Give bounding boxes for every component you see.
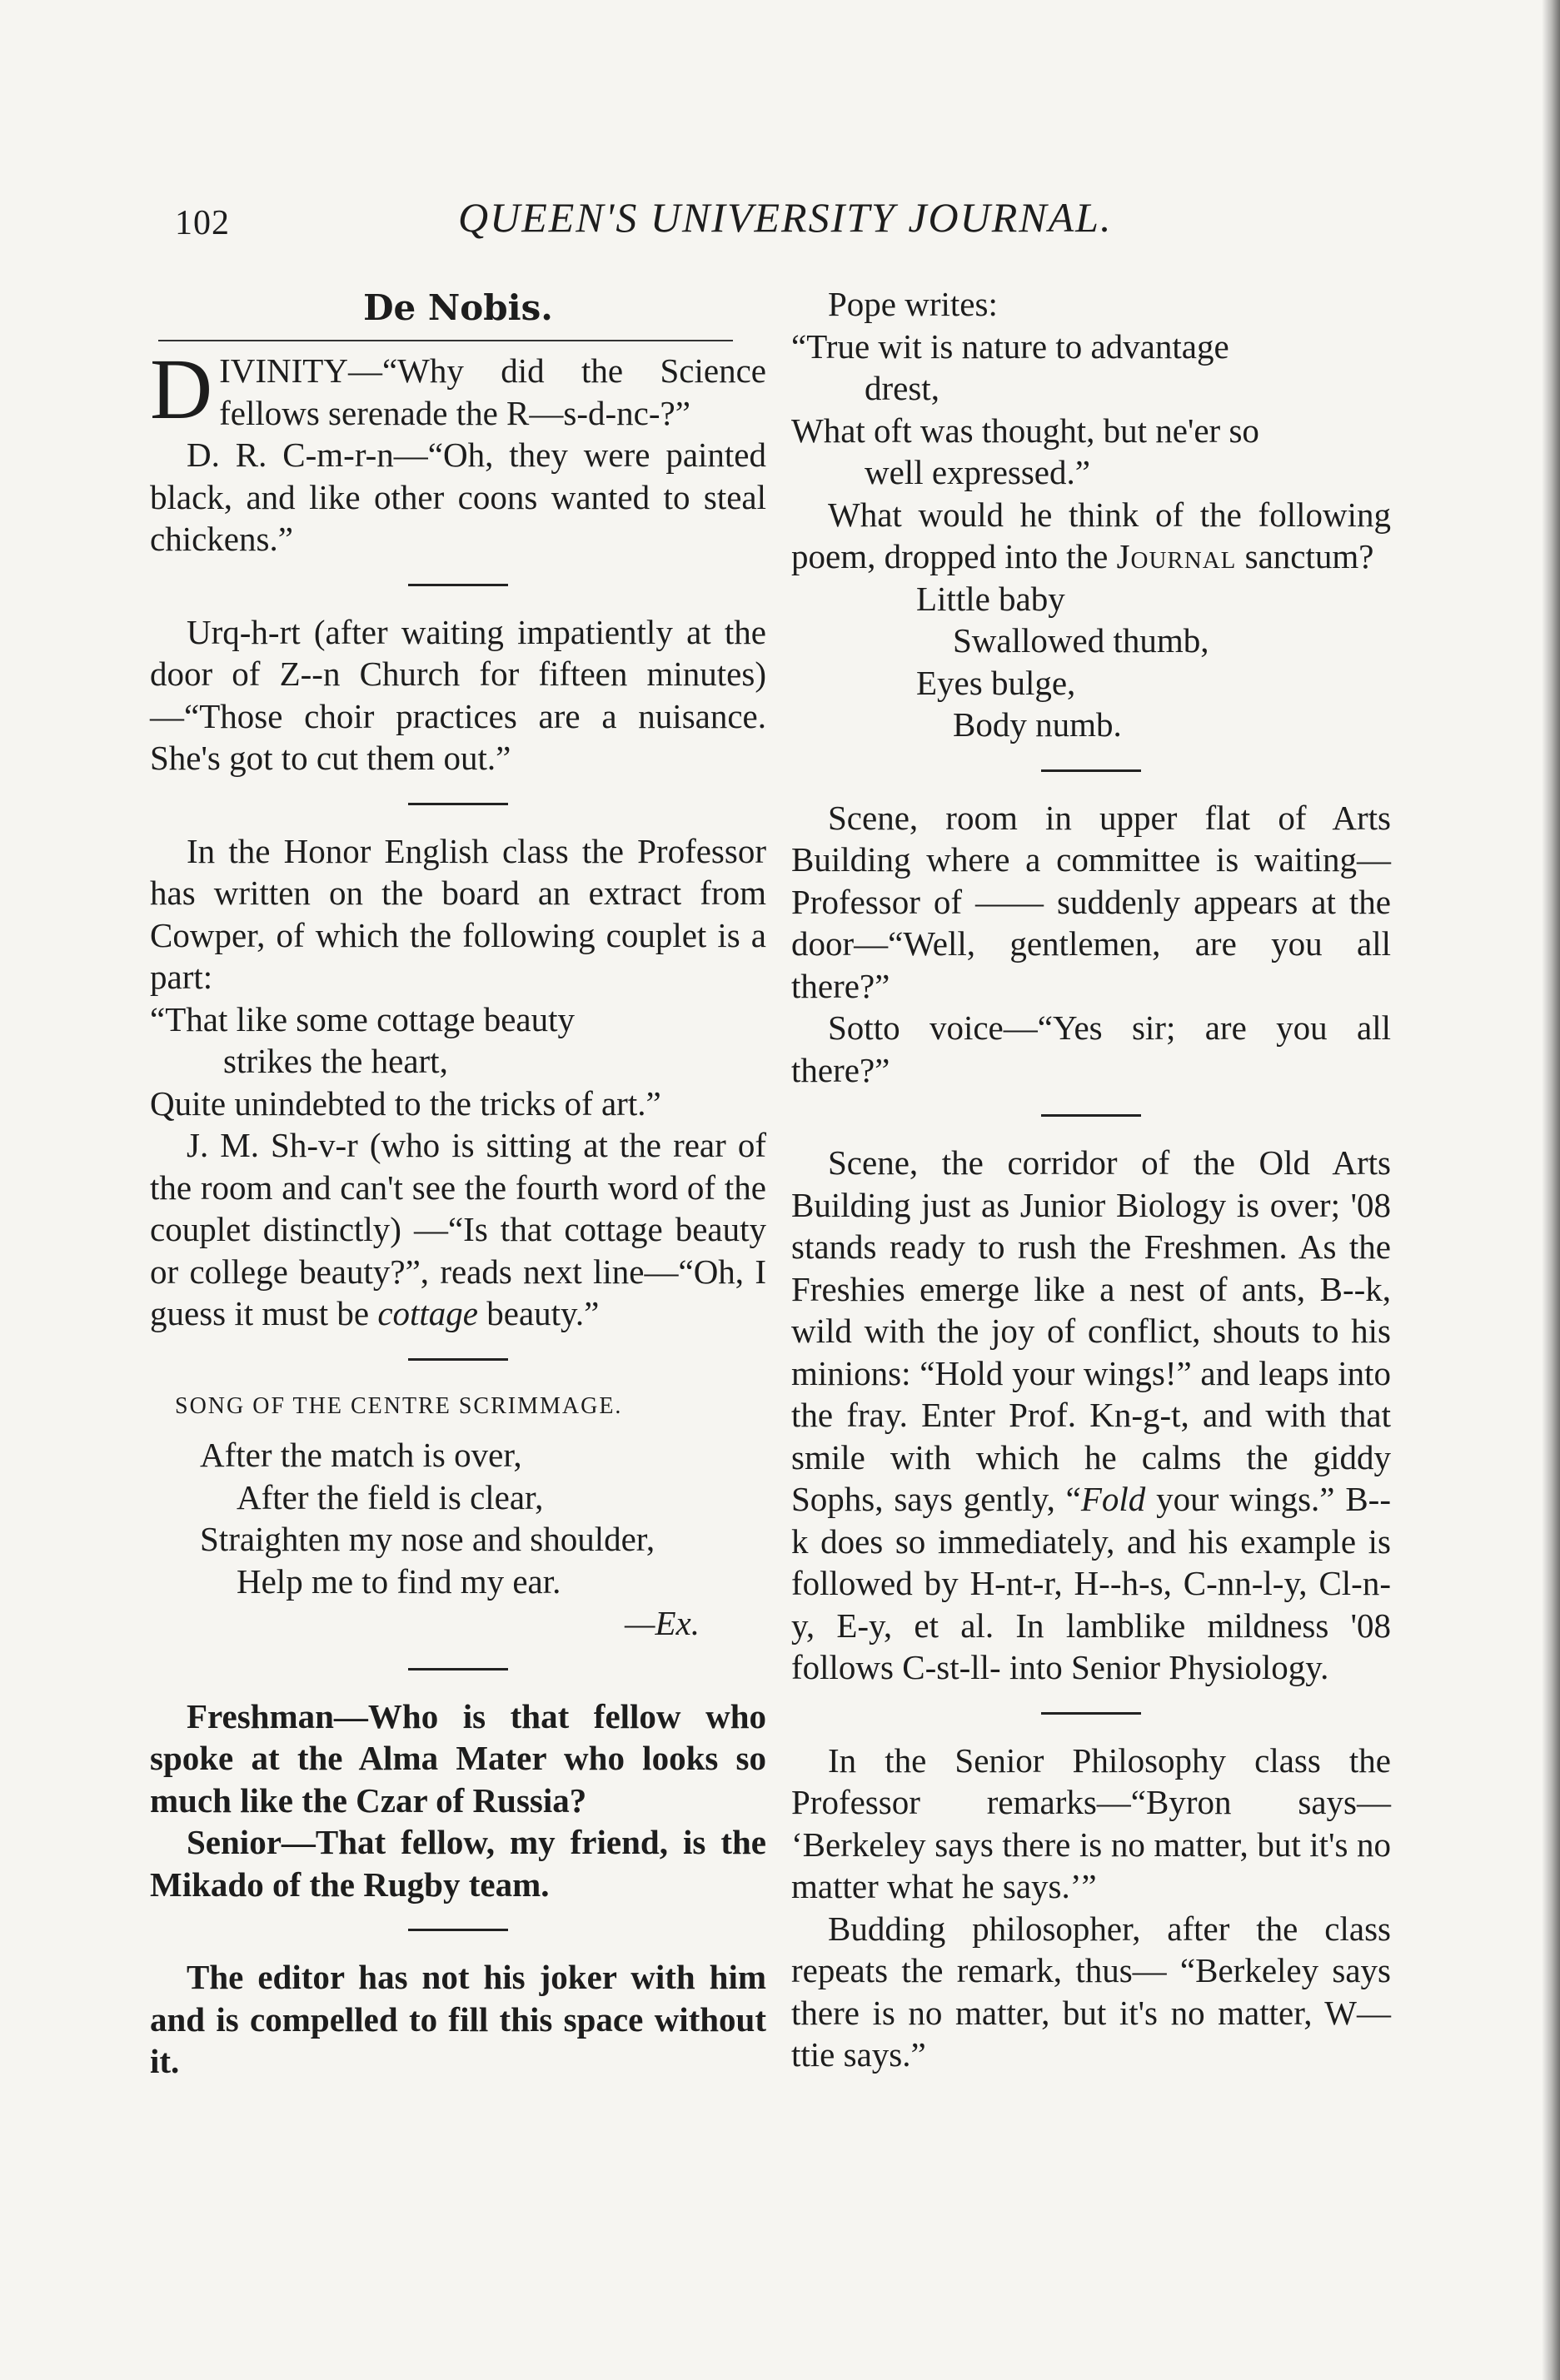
verse-line: Straighten my nose and shoulder, <box>200 1520 655 1558</box>
verse-line: Help me to find my ear. <box>237 1561 561 1601</box>
committee-scene: Scene, room in upper flat of Arts Building where a committee is waiting—Professor of —— suddenly appears at the door—“Well, gentlemen, are you all there?” <box>791 798 1391 1005</box>
section-divider <box>1041 1712 1141 1715</box>
page-edge-shadow <box>1542 0 1560 2380</box>
couplet-line: strikes the heart, <box>223 1042 448 1080</box>
left-column <box>150 283 766 2083</box>
journal-smallcaps: Journal <box>1116 537 1237 575</box>
song-attribution: —Ex. <box>625 1604 700 1642</box>
divinity-reply: D. R. C-m-r-n—“Oh, they were painted black, and like other coons wanted to steal chickens.” <box>150 436 766 558</box>
page-number: 102 <box>175 204 230 242</box>
divinity-text: IVINITY—“Why did the Science fellows serenade the R—s-d-nc-?” <box>219 351 766 432</box>
corridor-scene <box>791 1142 1391 1689</box>
running-header <box>167 193 1116 251</box>
pope-quote <box>791 326 1391 494</box>
song-verse <box>150 1434 766 1602</box>
corridor-text: Scene, the corridor of the Old Arts Building just as Junior Biology is over; '08 stands ready to rush the Freshmen. As the Freshies emerge like a nest of ants, B--k, wild with the joy of conflict, shouts to his minions: “Hold your wings!” and leaps into the fray. Enter Prof. Kn-g-t, and with that smile with which he calms the giddy Sophs, says gently, “ <box>791 1143 1391 1518</box>
quote-line: drest, <box>865 369 939 407</box>
editor-note: The editor has not his joker with him and is compelled to fill this space without it. <box>150 1958 766 2080</box>
verse-line: After the field is clear, <box>237 1477 544 1516</box>
pope-question-text: What would he think of the following poem, dropped into the <box>791 495 1391 575</box>
drop-cap: D <box>150 341 213 437</box>
section-divider <box>408 1668 508 1670</box>
section-divider <box>408 584 508 586</box>
shaver-italic: cottage <box>377 1294 479 1332</box>
right-column <box>791 283 1391 2076</box>
section-divider <box>1041 1114 1141 1117</box>
baby-poem <box>791 578 1391 746</box>
senior-reply: Senior—That fellow, my friend, is the Mikado of the Rugby team. <box>150 1823 766 1904</box>
section-divider <box>408 803 508 805</box>
cowper-couplet <box>150 998 766 1125</box>
freshman-block <box>150 1695 766 1906</box>
shaver-end: beauty.” <box>478 1294 600 1332</box>
shaver-text: J. M. Sh-v-r (who is sitting at the rear of the room and can't see the fourth word of the couplet distinctly) —“Is that cottage beauty or college beauty?”, reads next line—“Oh, I guess it must be <box>150 1126 766 1332</box>
philosophy-reply: Budding philosopher, after the class repeats the remark, thus— “Berkeley says there is no matter, but it's no matter, W—ttie says.” <box>791 1909 1391 2074</box>
sotto-voice: Sotto voice—“Yes sir; are you all there?” <box>791 1008 1391 1089</box>
couplet-line: Quite unindebted to the tricks of art.” <box>150 1083 661 1123</box>
quote-line: well expressed.” <box>865 453 1090 491</box>
poem-line: Little baby <box>916 579 1065 618</box>
corridor-text-end: your wings.” B--k does so immediately, and his example is followed by H-nt-r, H--h-s, C-nn-l-y, Cl-n-y, E-y, et al. In lamblike mildness '08 follows C-st-ll- into Senior Physiology. <box>791 1480 1391 1686</box>
section-divider <box>408 1929 508 1931</box>
editor-block <box>150 1956 766 2083</box>
pope-question-end: sanctum? <box>1236 537 1374 575</box>
title-rule <box>158 340 733 341</box>
quote-line: What oft was thought, but ne'er so <box>791 411 1259 450</box>
section-divider <box>1041 769 1141 772</box>
couplet-line: “That like some cottage beauty <box>150 999 576 1038</box>
journal-title: QUEEN'S UNIVERSITY JOURNAL. <box>458 194 1113 241</box>
corridor-italic: Fold <box>1080 1480 1146 1518</box>
section-divider <box>408 1358 508 1361</box>
honor-english-intro: In the Honor English class the Professor has written on the board an extract from Cowper, of which the following couplet is a part: <box>150 831 766 996</box>
pope-question <box>791 494 1391 578</box>
verse-line: After the match is over, <box>200 1436 522 1474</box>
song-title: SONG OF THE CENTRE SCRIMMAGE. <box>175 1392 623 1419</box>
section-title: De Nobis. <box>363 287 553 328</box>
shaver-paragraph <box>150 1124 766 1335</box>
philosophy-remark: In the Senior Philosophy class the Professor remarks—“Byron says— ‘Berkeley says there is no matter, but it's no matter what he says.’” <box>791 1740 1391 1905</box>
urquhart-paragraph: Urq-h-rt (after waiting impatiently at the door of Z--n Church for fifteen minutes)—“Those choir practices are a nuisance. She's got to cut them out.” <box>150 612 766 777</box>
quote-line: “True wit is nature to advantage <box>791 326 1229 366</box>
freshman-question: Freshman—Who is that fellow who spoke at the Alma Mater who looks so much like the Czar of Russia? <box>150 1696 766 1820</box>
divinity-paragraph <box>150 341 766 437</box>
poem-line: Body numb. <box>953 705 1122 744</box>
poem-line: Eyes bulge, <box>916 663 1076 702</box>
pope-intro: Pope writes: <box>828 285 998 323</box>
poem-line: Swallowed thumb, <box>953 621 1209 660</box>
